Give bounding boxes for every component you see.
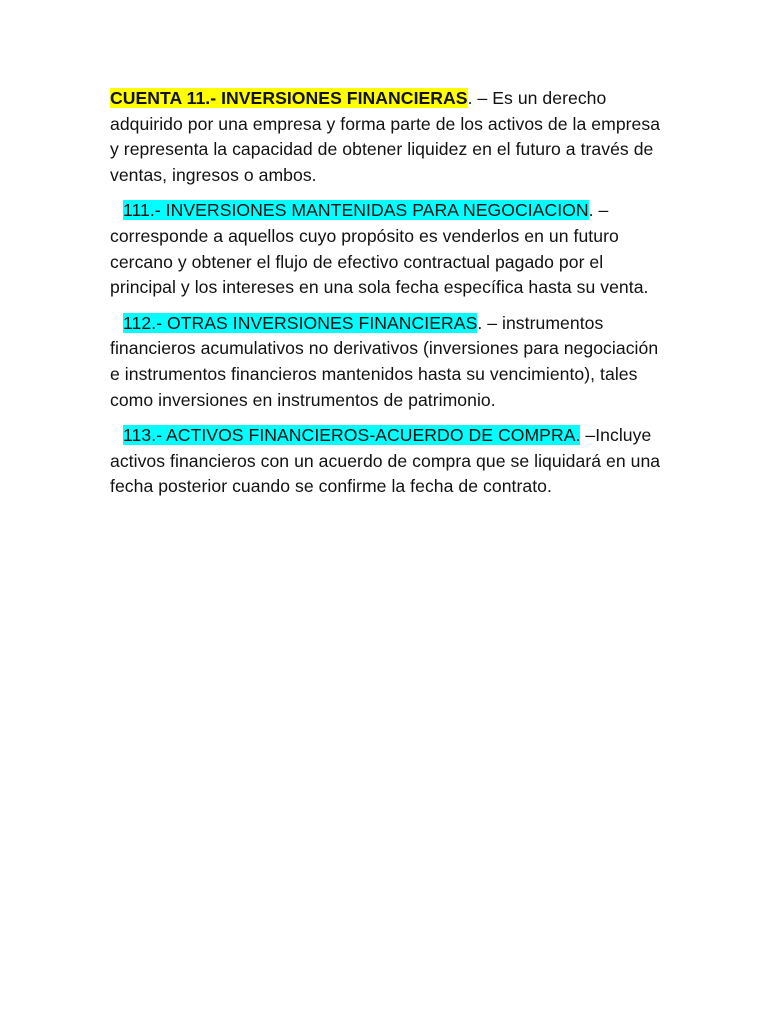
section-heading-111: 111.- INVERSIONES MANTENIDAS PARA NEGOCIACION xyxy=(123,200,589,221)
section-body-cuenta-11: . – Es un derecho adquirido por una empresa y forma parte de los activos de la empresa y representa la capacidad de obtener liquidez en el futuro a través de ventas, ingresos o ambos. xyxy=(110,88,661,185)
section-113 xyxy=(110,423,670,500)
section-body-111: . – corresponde a aquellos cuyo propósito es venderlos en un futuro cercano y obtener el flujo de efectivo contractual pagado por el principal y los intereses en una sola fecha específica hasta su venta. xyxy=(110,200,649,298)
section-heading-113: 113.- ACTIVOS FINANCIEROS-ACUERDO DE COMPRA. xyxy=(123,425,581,446)
section-body-112: . – instrumentos financieros acumulativos no derivativos (inversiones para negociación e instrumentos financieros mantenidos hasta su vencimiento), tales como inversiones en instrumentos de patrimonio. xyxy=(110,312,659,410)
document-page xyxy=(110,86,670,510)
section-heading-cuenta-11: CUENTA 11.- INVERSIONES FINANCIERAS xyxy=(110,88,468,108)
section-cuenta-11 xyxy=(110,86,670,188)
section-heading-112: 112.- OTRAS INVERSIONES FINANCIERAS xyxy=(123,312,478,333)
section-112 xyxy=(110,311,670,413)
section-111 xyxy=(110,198,670,300)
section-body-113: –Incluye activos financieros con un acuerdo de compra que se liquidará en una fecha posterior cuando se confirme la fecha de contrato. xyxy=(110,425,661,497)
